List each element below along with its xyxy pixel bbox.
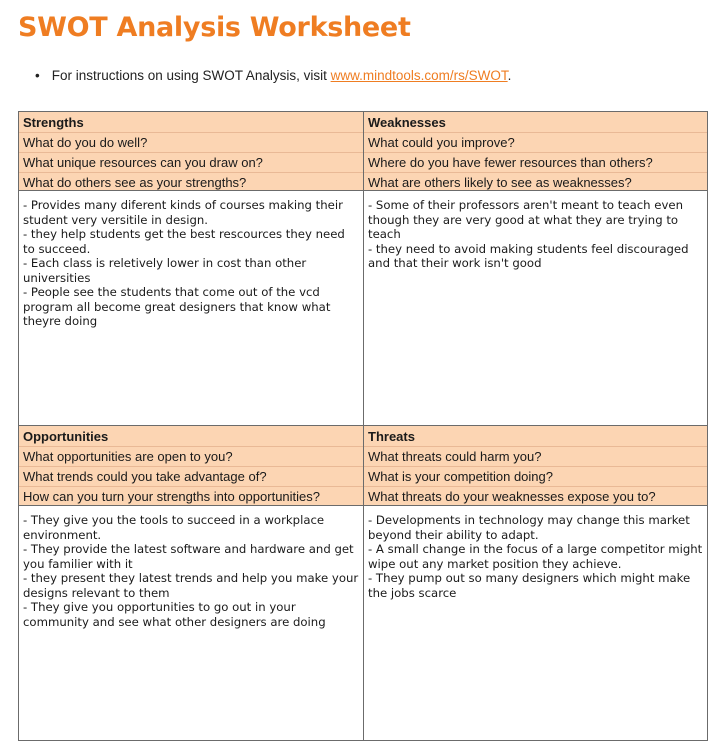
weaknesses-question: What are others likely to see as weaknesses? xyxy=(364,172,707,192)
opportunities-heading: Opportunities xyxy=(23,429,109,444)
instructions xyxy=(35,68,511,83)
threats-heading: Threats xyxy=(368,429,415,444)
note-line: - They provide the latest software and hardware and get xyxy=(23,542,354,556)
weaknesses-question: What could you improve? xyxy=(364,132,707,152)
note-line: environment. xyxy=(23,527,102,542)
strengths-question: What do others see as your strengths? xyxy=(19,172,363,192)
note-line: - They give you the tools to succeed in a workplace xyxy=(23,513,325,527)
note-line: - Some of their professors aren't meant to teach even xyxy=(368,198,683,212)
threats-notes[interactable] xyxy=(364,506,707,742)
strengths-question: What unique resources can you draw on? xyxy=(19,152,363,172)
note-line: community and see what other designers are doing xyxy=(23,614,326,629)
opportunities-question: How can you turn your strengths into opportunities? xyxy=(19,486,363,506)
note-line: - They pump out so many designers which might make xyxy=(368,571,691,585)
instruction-text: For instructions on using SWOT Analysis, visit xyxy=(51,68,331,83)
strengths-notes[interactable] xyxy=(19,191,363,425)
strengths-heading: Strengths xyxy=(23,115,84,130)
note-line: - Provides many diferent kinds of courses making their xyxy=(23,198,343,212)
note-line: - Developments in technology may change this market xyxy=(368,513,690,527)
note-line: program all become great designers that know what xyxy=(23,299,331,314)
opportunities-header xyxy=(19,426,363,506)
note-line: designs relevant to them xyxy=(23,585,170,600)
strengths-question: What do you do well? xyxy=(19,132,363,152)
swot-grid xyxy=(18,111,708,741)
threats-question: What threats could harm you? xyxy=(364,446,707,466)
note-line: though they are very good at what they are trying to xyxy=(368,212,679,227)
note-line: - A small change in the focus of a large competitor might xyxy=(368,542,703,556)
note-line: - they help students get the best rescources they need xyxy=(23,227,345,241)
threats-header xyxy=(364,426,707,506)
weaknesses-heading: Weaknesses xyxy=(368,115,446,130)
note-line: - They give you opportunities to go out in your xyxy=(23,600,296,614)
instruction-suffix: . xyxy=(507,68,512,83)
note-line: beyond their ability to adapt. xyxy=(368,527,539,542)
note-line: - Each class is reletively lower in cost than other xyxy=(23,256,307,270)
note-line: teach xyxy=(368,227,401,241)
opportunities-notes[interactable] xyxy=(19,506,363,742)
weaknesses-notes[interactable] xyxy=(364,191,707,425)
page-title: SWOT Analysis Worksheet xyxy=(18,12,411,43)
note-line: - they need to avoid making students feel discouraged xyxy=(368,241,689,256)
note-line: universities xyxy=(23,270,91,285)
threats-question: What threats do your weaknesses expose you to? xyxy=(364,486,707,506)
opportunities-question: What trends could you take advantage of? xyxy=(19,466,363,486)
note-line: - they present they latest trends and help you make your xyxy=(23,571,359,585)
weaknesses-header xyxy=(364,112,707,191)
strengths-header xyxy=(19,112,363,191)
note-line: to succeed. xyxy=(23,241,91,256)
note-line: the jobs scarce xyxy=(368,585,457,600)
weaknesses-question: Where do you have fewer resources than others? xyxy=(364,152,707,172)
note-line: you familier with it xyxy=(23,556,133,571)
note-line: - People see the students that come out of the vcd xyxy=(23,285,320,299)
note-line: theyre doing xyxy=(23,314,98,328)
note-line: student very versitile in design. xyxy=(23,212,209,227)
note-line: and that their work isn't good xyxy=(368,256,542,270)
opportunities-question: What opportunities are open to you? xyxy=(19,446,363,466)
mindtools-link[interactable]: www.mindtools.com/rs/SWOT xyxy=(330,68,508,83)
threats-question: What is your competition doing? xyxy=(364,466,707,486)
note-line: wipe out any market position they achieve. xyxy=(368,556,622,571)
bullet: • xyxy=(35,68,40,83)
